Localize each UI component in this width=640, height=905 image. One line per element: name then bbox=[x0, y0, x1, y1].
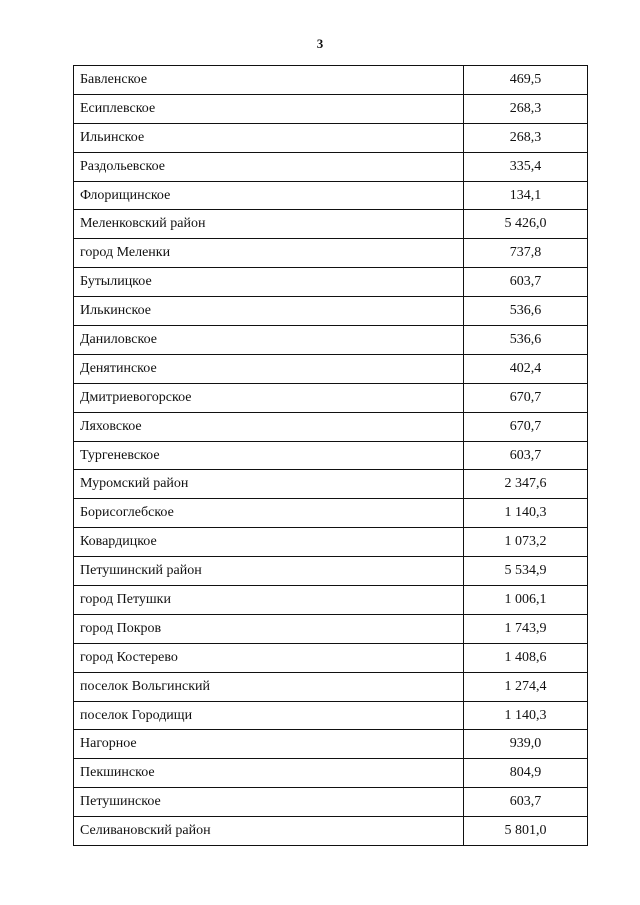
municipality-name-cell: город Костерево bbox=[74, 643, 464, 672]
table-row bbox=[74, 268, 588, 297]
amount-cell: 5 534,9 bbox=[464, 557, 588, 586]
municipality-name-cell: поселок Городищи bbox=[74, 701, 464, 730]
table-row bbox=[74, 730, 588, 759]
table-row bbox=[74, 614, 588, 643]
municipality-name-cell: Даниловское bbox=[74, 326, 464, 355]
municipality-name-cell: Бутылицкое bbox=[74, 268, 464, 297]
municipality-name-cell: город Покров bbox=[74, 614, 464, 643]
municipality-name-cell: Флорищинское bbox=[74, 181, 464, 210]
municipality-name-cell: Дмитриевогорское bbox=[74, 383, 464, 412]
table-row bbox=[74, 817, 588, 846]
amount-cell: 1 073,2 bbox=[464, 528, 588, 557]
municipality-name-cell: Борисоглебское bbox=[74, 499, 464, 528]
amount-cell: 804,9 bbox=[464, 759, 588, 788]
table-row bbox=[74, 297, 588, 326]
amount-cell: 737,8 bbox=[464, 239, 588, 268]
table-row bbox=[74, 499, 588, 528]
table-row bbox=[74, 152, 588, 181]
allocation-table bbox=[73, 65, 588, 846]
table-row bbox=[74, 470, 588, 499]
table-row bbox=[74, 788, 588, 817]
table-row bbox=[74, 412, 588, 441]
table-row bbox=[74, 528, 588, 557]
table-row bbox=[74, 383, 588, 412]
municipality-name-cell: Ляховское bbox=[74, 412, 464, 441]
amount-cell: 1 006,1 bbox=[464, 586, 588, 615]
table-row bbox=[74, 557, 588, 586]
amount-cell: 134,1 bbox=[464, 181, 588, 210]
amount-cell: 1 274,4 bbox=[464, 672, 588, 701]
municipality-name-cell: Ковардицкое bbox=[74, 528, 464, 557]
amount-cell: 603,7 bbox=[464, 268, 588, 297]
amount-cell: 670,7 bbox=[464, 412, 588, 441]
municipality-name-cell: Селивановский район bbox=[74, 817, 464, 846]
table-row bbox=[74, 123, 588, 152]
municipality-name-cell: Илькинское bbox=[74, 297, 464, 326]
amount-cell: 2 347,6 bbox=[464, 470, 588, 499]
municipality-name-cell: Пекшинское bbox=[74, 759, 464, 788]
table-row bbox=[74, 354, 588, 383]
table-row bbox=[74, 643, 588, 672]
table-row bbox=[74, 672, 588, 701]
amount-cell: 268,3 bbox=[464, 94, 588, 123]
municipality-name-cell: Бавленское bbox=[74, 66, 464, 95]
table-row bbox=[74, 326, 588, 355]
amount-cell: 1 140,3 bbox=[464, 701, 588, 730]
amount-cell: 670,7 bbox=[464, 383, 588, 412]
amount-cell: 939,0 bbox=[464, 730, 588, 759]
municipality-name-cell: Петушинский район bbox=[74, 557, 464, 586]
municipality-name-cell: Раздольевское bbox=[74, 152, 464, 181]
amount-cell: 5 801,0 bbox=[464, 817, 588, 846]
amount-cell: 469,5 bbox=[464, 66, 588, 95]
municipality-name-cell: Муромский район bbox=[74, 470, 464, 499]
amount-cell: 536,6 bbox=[464, 326, 588, 355]
municipality-name-cell: поселок Вольгинский bbox=[74, 672, 464, 701]
table-row bbox=[74, 701, 588, 730]
amount-cell: 335,4 bbox=[464, 152, 588, 181]
table-row bbox=[74, 66, 588, 95]
municipality-name-cell: Нагорное bbox=[74, 730, 464, 759]
table-row bbox=[74, 239, 588, 268]
table-row bbox=[74, 759, 588, 788]
municipality-name-cell: Тургеневское bbox=[74, 441, 464, 470]
municipality-name-cell: город Меленки bbox=[74, 239, 464, 268]
municipality-name-cell: Меленковский район bbox=[74, 210, 464, 239]
amount-cell: 603,7 bbox=[464, 788, 588, 817]
municipality-name-cell: Петушинское bbox=[74, 788, 464, 817]
amount-cell: 402,4 bbox=[464, 354, 588, 383]
amount-cell: 5 426,0 bbox=[464, 210, 588, 239]
amount-cell: 536,6 bbox=[464, 297, 588, 326]
municipality-name-cell: Ильинское bbox=[74, 123, 464, 152]
table-row bbox=[74, 210, 588, 239]
municipality-name-cell: город Петушки bbox=[74, 586, 464, 615]
municipality-name-cell: Есиплевское bbox=[74, 94, 464, 123]
table-body bbox=[74, 66, 588, 846]
amount-cell: 1 408,6 bbox=[464, 643, 588, 672]
amount-cell: 1 140,3 bbox=[464, 499, 588, 528]
page-number: 3 bbox=[316, 36, 324, 51]
table-row bbox=[74, 181, 588, 210]
municipality-name-cell: Денятинское bbox=[74, 354, 464, 383]
table-row bbox=[74, 441, 588, 470]
amount-cell: 603,7 bbox=[464, 441, 588, 470]
table-row bbox=[74, 586, 588, 615]
amount-cell: 268,3 bbox=[464, 123, 588, 152]
table-row bbox=[74, 94, 588, 123]
amount-cell: 1 743,9 bbox=[464, 614, 588, 643]
